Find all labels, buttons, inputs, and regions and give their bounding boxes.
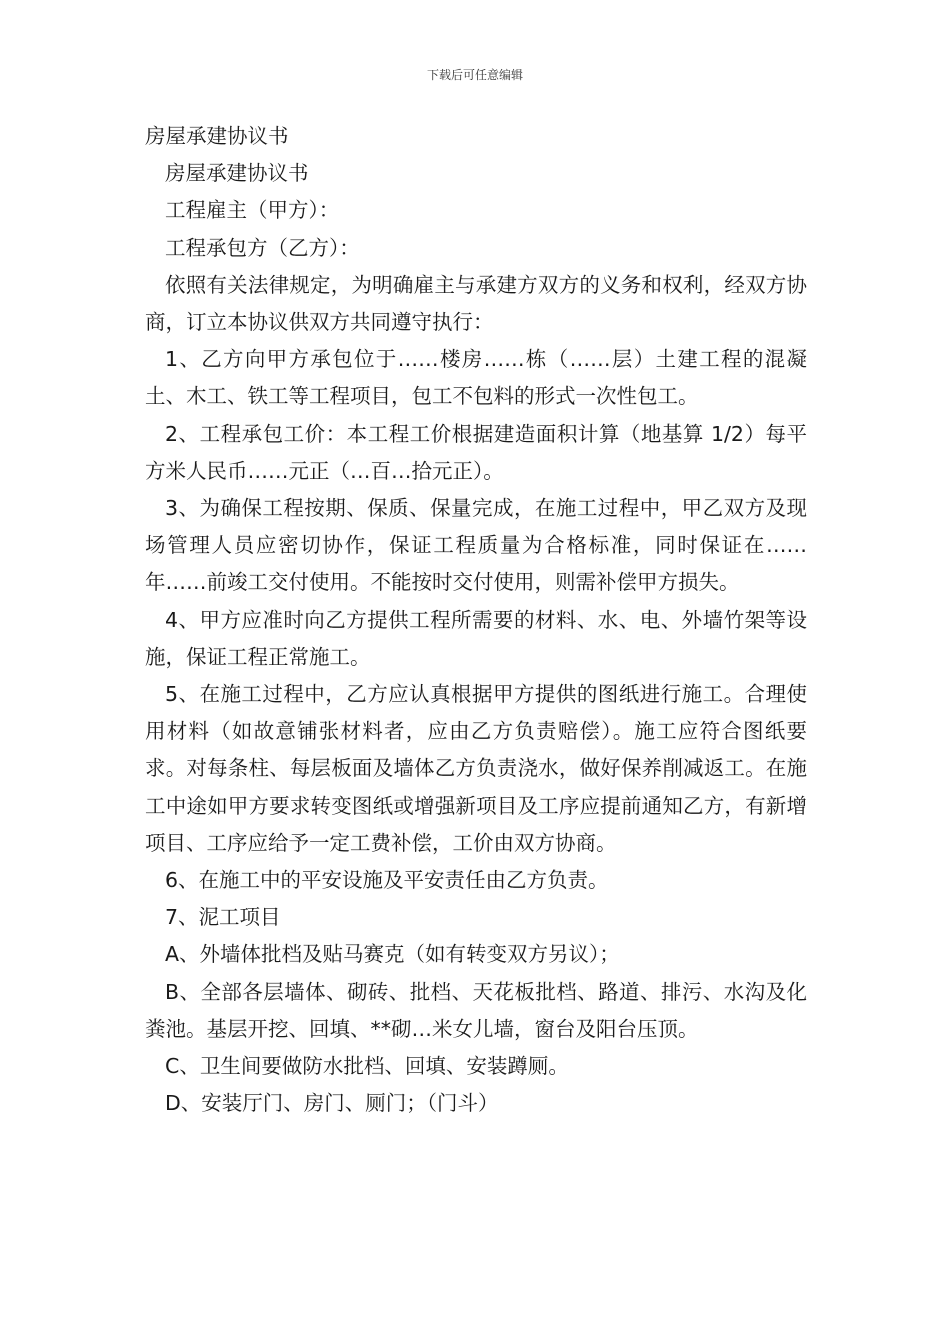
sub-item-d: D、安装厅门、房门、厕门；（门斗）	[165, 1091, 499, 1116]
document-body	[145, 118, 807, 1122]
clause-7: 7、泥工项目	[165, 905, 281, 930]
clause-5: 5、在施工过程中，乙方应认真根据甲方提供的图纸进行施工。合理使用材料（如故意铺张材料者，应由乙方负责赔偿）。施工应符合图纸要求。对每条柱、每层板面及墙体乙方负责浇水，做好保养削减返工。在施工中途如甲方要求转变图纸或增强新项目及工序应提前通知乙方，有新增项目、工序应给予一定工费补偿，工价由双方协商。	[145, 682, 807, 855]
sub-item-c: C、卫生间要做防水批档、回填、安装蹲厕。	[165, 1054, 569, 1079]
sub-item-a: A、外墙体批档及贴马赛克（如有转变双方另议）；	[165, 942, 620, 967]
header-note: 下载后可任意编辑	[426, 68, 523, 82]
clause-4: 4、甲方应准时向乙方提供工程所需要的材料、水、电、外墙竹架等设施，保证工程正常施工。	[145, 607, 807, 669]
document-subtitle: 房屋承建协议书	[165, 161, 309, 186]
clause-1: 1、乙方向甲方承包位于……楼房……栋（……层）土建工程的混凝土、木工、铁工等工程项目，包工不包料的形式一次性包工。	[145, 347, 807, 409]
document-title: 房屋承建协议书	[145, 124, 289, 148]
clause-6: 6、在施工中的平安设施及平安责任由乙方负责。	[165, 868, 609, 893]
sub-item-b: B、全部各层墙体、砌砖、批档、天花板批档、路道、排污、水沟及化粪池。基层开挖、回填、**砌…米女儿墙，窗台及阳台压顶。	[145, 979, 807, 1041]
clause-2: 2、工程承包工价：本工程工价根据建造面积计算（地基算 1/2）每平方米人民币……元正（…百…拾元正）。	[145, 421, 807, 483]
preamble-paragraph: 依照有关法律规定，为明确雇主与承建方双方的义务和权利，经双方协商，订立本协议供双方共同遵守执行：	[145, 272, 807, 335]
clause-3: 3、为确保工程按期、保质、保量完成，在施工过程中，甲乙双方及现场管理人员应密切协作，保证工程质量为合格标准，同时保证在……年……前竣工交付使用。不能按时交付使用，则需补偿甲方损失。	[145, 496, 807, 595]
contractor-label: 工程承包方（乙方）：	[165, 235, 360, 260]
employer-label: 工程雇主（甲方）：	[165, 198, 340, 223]
